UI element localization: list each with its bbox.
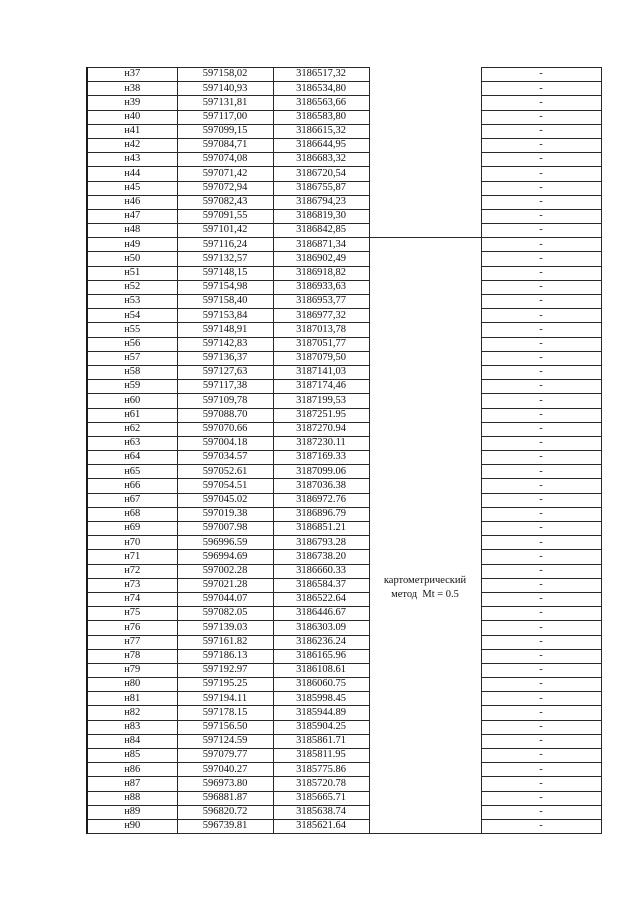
- note-cell: -: [481, 607, 601, 621]
- x-coordinate-cell: 597117,38: [177, 380, 273, 394]
- x-coordinate-cell: 596996.59: [177, 536, 273, 550]
- note-cell: -: [481, 380, 601, 394]
- note-cell: -: [481, 68, 601, 82]
- x-coordinate-cell: 597091,55: [177, 209, 273, 223]
- y-coordinate-cell: 3185998.45: [273, 692, 369, 706]
- note-cell: -: [481, 181, 601, 195]
- y-coordinate-cell: 3186660.33: [273, 564, 369, 578]
- point-number-cell: н67: [87, 493, 177, 507]
- note-cell: -: [481, 621, 601, 635]
- table-row: [87, 209, 601, 223]
- table-row: [87, 678, 601, 692]
- x-coordinate-cell: 597154,98: [177, 280, 273, 294]
- note-cell: -: [481, 749, 601, 763]
- y-coordinate-cell: 3186583,80: [273, 110, 369, 124]
- table-row: [87, 493, 601, 507]
- x-coordinate-cell: 596994.69: [177, 550, 273, 564]
- y-coordinate-cell: 3186644,95: [273, 138, 369, 152]
- note-cell: -: [481, 507, 601, 521]
- point-number-cell: н77: [87, 635, 177, 649]
- point-number-cell: н59: [87, 380, 177, 394]
- y-coordinate-cell: 3186683,32: [273, 153, 369, 167]
- note-cell: -: [481, 635, 601, 649]
- point-number-cell: н79: [87, 663, 177, 677]
- point-number-cell: н68: [87, 507, 177, 521]
- table-row: [87, 507, 601, 521]
- point-number-cell: н73: [87, 578, 177, 592]
- note-cell: -: [481, 266, 601, 280]
- note-cell: -: [481, 720, 601, 734]
- table-row: [87, 550, 601, 564]
- note-cell: -: [481, 805, 601, 819]
- point-number-cell: н83: [87, 720, 177, 734]
- point-number-cell: н47: [87, 209, 177, 223]
- y-coordinate-cell: 3186896.79: [273, 507, 369, 521]
- x-coordinate-cell: 597158,40: [177, 295, 273, 309]
- y-coordinate-cell: 3185621.64: [273, 819, 369, 833]
- note-cell: -: [481, 323, 601, 337]
- point-number-cell: н74: [87, 592, 177, 606]
- y-coordinate-cell: 3186902,49: [273, 252, 369, 266]
- y-coordinate-cell: 3186584.37: [273, 578, 369, 592]
- point-number-cell: н71: [87, 550, 177, 564]
- x-coordinate-cell: 597194.11: [177, 692, 273, 706]
- y-coordinate-cell: 3186972.76: [273, 493, 369, 507]
- y-coordinate-cell: 3186446.67: [273, 607, 369, 621]
- table-row: [87, 607, 601, 621]
- y-coordinate-cell: 3186871,34: [273, 238, 369, 252]
- x-coordinate-cell: 596881.87: [177, 791, 273, 805]
- table-row: [87, 224, 601, 238]
- table-row: [87, 621, 601, 635]
- note-cell: -: [481, 592, 601, 606]
- table-row: [87, 167, 601, 181]
- y-coordinate-cell: 3186851.21: [273, 522, 369, 536]
- point-number-cell: н61: [87, 408, 177, 422]
- table-row: [87, 280, 601, 294]
- x-coordinate-cell: 597040.27: [177, 763, 273, 777]
- note-cell: -: [481, 351, 601, 365]
- table-row: [87, 422, 601, 436]
- point-number-cell: н75: [87, 607, 177, 621]
- y-coordinate-cell: 3186236.24: [273, 635, 369, 649]
- x-coordinate-cell: 597070.66: [177, 422, 273, 436]
- table-row: [87, 124, 601, 138]
- note-cell: -: [481, 394, 601, 408]
- y-coordinate-cell: 3185775.86: [273, 763, 369, 777]
- point-number-cell: н89: [87, 805, 177, 819]
- x-coordinate-cell: 597153,84: [177, 309, 273, 323]
- x-coordinate-cell: 597195.25: [177, 678, 273, 692]
- x-coordinate-cell: 597117,00: [177, 110, 273, 124]
- note-cell: -: [481, 550, 601, 564]
- y-coordinate-cell: 3187079,50: [273, 351, 369, 365]
- x-coordinate-cell: 596739.81: [177, 819, 273, 833]
- table-row: [87, 791, 601, 805]
- point-number-cell: н70: [87, 536, 177, 550]
- y-coordinate-cell: 3187051,77: [273, 337, 369, 351]
- point-number-cell: н41: [87, 124, 177, 138]
- x-coordinate-cell: 596820.72: [177, 805, 273, 819]
- note-cell: -: [481, 195, 601, 209]
- note-cell: -: [481, 82, 601, 96]
- table-row: [87, 153, 601, 167]
- x-coordinate-cell: 597019.38: [177, 507, 273, 521]
- x-coordinate-cell: 597082,43: [177, 195, 273, 209]
- y-coordinate-cell: 3187174,46: [273, 380, 369, 394]
- note-cell: -: [481, 295, 601, 309]
- note-cell: -: [481, 153, 601, 167]
- note-cell: -: [481, 167, 601, 181]
- x-coordinate-cell: 597131,81: [177, 96, 273, 110]
- x-coordinate-cell: 597132,57: [177, 252, 273, 266]
- y-coordinate-cell: 3186534,80: [273, 82, 369, 96]
- point-number-cell: н48: [87, 224, 177, 238]
- note-cell: -: [481, 408, 601, 422]
- point-number-cell: н45: [87, 181, 177, 195]
- note-cell: -: [481, 138, 601, 152]
- point-number-cell: н82: [87, 706, 177, 720]
- y-coordinate-cell: 3186738.20: [273, 550, 369, 564]
- point-number-cell: н46: [87, 195, 177, 209]
- y-coordinate-cell: 3186933,63: [273, 280, 369, 294]
- point-number-cell: н84: [87, 734, 177, 748]
- point-number-cell: н65: [87, 465, 177, 479]
- table-row: [87, 777, 601, 791]
- table-row: [87, 408, 601, 422]
- note-cell: -: [481, 124, 601, 138]
- note-cell: -: [481, 678, 601, 692]
- note-cell: -: [481, 309, 601, 323]
- table-row: [87, 436, 601, 450]
- y-coordinate-cell: 3187036.38: [273, 479, 369, 493]
- point-number-cell: н87: [87, 777, 177, 791]
- y-coordinate-cell: 3187251.95: [273, 408, 369, 422]
- x-coordinate-cell: 597192.97: [177, 663, 273, 677]
- x-coordinate-cell: 597136,37: [177, 351, 273, 365]
- method-line-1: картометрический: [383, 574, 467, 586]
- y-coordinate-cell: 3186303.09: [273, 621, 369, 635]
- point-number-cell: н49: [87, 238, 177, 252]
- table-row: [87, 110, 601, 124]
- table-row: [87, 692, 601, 706]
- table-row: [87, 522, 601, 536]
- y-coordinate-cell: 3185811.95: [273, 749, 369, 763]
- note-cell: -: [481, 493, 601, 507]
- note-cell: -: [481, 536, 601, 550]
- table-row: [87, 380, 601, 394]
- table-row: [87, 295, 601, 309]
- table-row: [87, 394, 601, 408]
- point-number-cell: н81: [87, 692, 177, 706]
- table-row: [87, 706, 601, 720]
- x-coordinate-cell: 597052.61: [177, 465, 273, 479]
- y-coordinate-cell: 3185638.74: [273, 805, 369, 819]
- table-row: [87, 195, 601, 209]
- point-number-cell: н37: [87, 68, 177, 82]
- x-coordinate-cell: 597002.28: [177, 564, 273, 578]
- x-coordinate-cell: 597004.18: [177, 436, 273, 450]
- y-coordinate-cell: 3186563,66: [273, 96, 369, 110]
- table-row: [87, 819, 601, 833]
- table-row: [87, 337, 601, 351]
- note-cell: -: [481, 465, 601, 479]
- note-cell: -: [481, 110, 601, 124]
- x-coordinate-cell: 597074,08: [177, 153, 273, 167]
- point-number-cell: н52: [87, 280, 177, 294]
- note-cell: -: [481, 564, 601, 578]
- y-coordinate-cell: 3187230.11: [273, 436, 369, 450]
- note-cell: -: [481, 819, 601, 833]
- point-number-cell: н60: [87, 394, 177, 408]
- point-number-cell: н38: [87, 82, 177, 96]
- point-number-cell: н64: [87, 451, 177, 465]
- x-coordinate-cell: 597021.28: [177, 578, 273, 592]
- note-cell: -: [481, 224, 601, 238]
- y-coordinate-cell: 3186977,32: [273, 309, 369, 323]
- x-coordinate-cell: 597140,93: [177, 82, 273, 96]
- x-coordinate-cell: 597045.02: [177, 493, 273, 507]
- x-coordinate-cell: 596973.80: [177, 777, 273, 791]
- method-line-2: метод Mt = 0.5: [391, 588, 459, 600]
- note-cell: -: [481, 479, 601, 493]
- table-row: [87, 805, 601, 819]
- y-coordinate-cell: 3186517,32: [273, 68, 369, 82]
- table-row: [87, 763, 601, 777]
- x-coordinate-cell: 597158,02: [177, 68, 273, 82]
- x-coordinate-cell: 597082.05: [177, 607, 273, 621]
- x-coordinate-cell: 597142,83: [177, 337, 273, 351]
- y-coordinate-cell: 3186060.75: [273, 678, 369, 692]
- x-coordinate-cell: 597124.59: [177, 734, 273, 748]
- note-cell: -: [481, 522, 601, 536]
- point-number-cell: н50: [87, 252, 177, 266]
- y-coordinate-cell: 3186720,54: [273, 167, 369, 181]
- point-number-cell: н63: [87, 436, 177, 450]
- table-row: [87, 252, 601, 266]
- y-coordinate-cell: 3186522.64: [273, 592, 369, 606]
- x-coordinate-cell: 597072,94: [177, 181, 273, 195]
- point-number-cell: н62: [87, 422, 177, 436]
- point-number-cell: н76: [87, 621, 177, 635]
- note-cell: -: [481, 365, 601, 379]
- point-number-cell: н55: [87, 323, 177, 337]
- table-row: [87, 451, 601, 465]
- point-number-cell: н40: [87, 110, 177, 124]
- y-coordinate-cell: 3186842,85: [273, 224, 369, 238]
- table-row: [87, 592, 601, 606]
- table-row: [87, 479, 601, 493]
- table-row: [87, 734, 601, 748]
- y-coordinate-cell: 3186953,77: [273, 295, 369, 309]
- point-number-cell: н56: [87, 337, 177, 351]
- method-cell-blank: [369, 68, 481, 238]
- table-row: [87, 138, 601, 152]
- method-cell: [369, 238, 481, 834]
- x-coordinate-cell: 597109,78: [177, 394, 273, 408]
- table-row: [87, 82, 601, 96]
- point-number-cell: н44: [87, 167, 177, 181]
- y-coordinate-cell: 3186108.61: [273, 663, 369, 677]
- table-row: [87, 309, 601, 323]
- note-cell: -: [481, 209, 601, 223]
- x-coordinate-cell: 597148,15: [177, 266, 273, 280]
- y-coordinate-cell: 3187013,78: [273, 323, 369, 337]
- x-coordinate-cell: 597161.82: [177, 635, 273, 649]
- note-cell: -: [481, 763, 601, 777]
- table-row: [87, 323, 601, 337]
- table-row: [87, 181, 601, 195]
- x-coordinate-cell: 597088.70: [177, 408, 273, 422]
- y-coordinate-cell: 3185720.78: [273, 777, 369, 791]
- y-coordinate-cell: 3187141,03: [273, 365, 369, 379]
- coordinates-table-body: [87, 68, 601, 834]
- note-cell: -: [481, 422, 601, 436]
- x-coordinate-cell: 597071,42: [177, 167, 273, 181]
- table-row: [87, 96, 601, 110]
- table-row: [87, 578, 601, 592]
- x-coordinate-cell: 597034.57: [177, 451, 273, 465]
- x-coordinate-cell: 597044.07: [177, 592, 273, 606]
- table-row: [87, 351, 601, 365]
- y-coordinate-cell: 3186755,87: [273, 181, 369, 195]
- point-number-cell: н39: [87, 96, 177, 110]
- note-cell: -: [481, 692, 601, 706]
- table-row: [87, 266, 601, 280]
- table-row: [87, 238, 601, 252]
- y-coordinate-cell: 3186165.96: [273, 649, 369, 663]
- note-cell: -: [481, 96, 601, 110]
- y-coordinate-cell: 3185944.89: [273, 706, 369, 720]
- y-coordinate-cell: 3185861.71: [273, 734, 369, 748]
- point-number-cell: н43: [87, 153, 177, 167]
- y-coordinate-cell: 3187099.06: [273, 465, 369, 479]
- table-row: [87, 720, 601, 734]
- point-number-cell: н72: [87, 564, 177, 578]
- point-number-cell: н85: [87, 749, 177, 763]
- y-coordinate-cell: 3186615,32: [273, 124, 369, 138]
- point-number-cell: н42: [87, 138, 177, 152]
- table-row: [87, 68, 601, 82]
- note-cell: -: [481, 663, 601, 677]
- x-coordinate-cell: 597099,15: [177, 124, 273, 138]
- note-cell: -: [481, 238, 601, 252]
- coordinates-table: [86, 67, 602, 834]
- point-number-cell: н90: [87, 819, 177, 833]
- note-cell: -: [481, 578, 601, 592]
- table-row: [87, 663, 601, 677]
- table-row: [87, 536, 601, 550]
- x-coordinate-cell: 597156.50: [177, 720, 273, 734]
- y-coordinate-cell: 3187199,53: [273, 394, 369, 408]
- table-row: [87, 749, 601, 763]
- point-number-cell: н54: [87, 309, 177, 323]
- table-row: [87, 649, 601, 663]
- point-number-cell: н51: [87, 266, 177, 280]
- x-coordinate-cell: 597084,71: [177, 138, 273, 152]
- y-coordinate-cell: 3186819,30: [273, 209, 369, 223]
- x-coordinate-cell: 597007.98: [177, 522, 273, 536]
- point-number-cell: н80: [87, 678, 177, 692]
- point-number-cell: н69: [87, 522, 177, 536]
- y-coordinate-cell: 3186793.28: [273, 536, 369, 550]
- x-coordinate-cell: 597178.15: [177, 706, 273, 720]
- y-coordinate-cell: 3187270.94: [273, 422, 369, 436]
- y-coordinate-cell: 3186918,82: [273, 266, 369, 280]
- table-row: [87, 564, 601, 578]
- note-cell: -: [481, 337, 601, 351]
- point-number-cell: н53: [87, 295, 177, 309]
- x-coordinate-cell: 597127,63: [177, 365, 273, 379]
- note-cell: -: [481, 252, 601, 266]
- note-cell: -: [481, 791, 601, 805]
- note-cell: -: [481, 706, 601, 720]
- note-cell: -: [481, 436, 601, 450]
- x-coordinate-cell: 597186.13: [177, 649, 273, 663]
- table-row: [87, 365, 601, 379]
- method-text: [370, 574, 481, 602]
- y-coordinate-cell: 3186794,23: [273, 195, 369, 209]
- x-coordinate-cell: 597139.03: [177, 621, 273, 635]
- x-coordinate-cell: 597116,24: [177, 238, 273, 252]
- note-cell: -: [481, 734, 601, 748]
- x-coordinate-cell: 597054.51: [177, 479, 273, 493]
- table-row: [87, 465, 601, 479]
- point-number-cell: н88: [87, 791, 177, 805]
- x-coordinate-cell: 597079.77: [177, 749, 273, 763]
- table-row: [87, 635, 601, 649]
- point-number-cell: н86: [87, 763, 177, 777]
- x-coordinate-cell: 597101,42: [177, 224, 273, 238]
- note-cell: -: [481, 451, 601, 465]
- y-coordinate-cell: 3187169.33: [273, 451, 369, 465]
- note-cell: -: [481, 280, 601, 294]
- point-number-cell: н57: [87, 351, 177, 365]
- point-number-cell: н78: [87, 649, 177, 663]
- note-cell: -: [481, 777, 601, 791]
- x-coordinate-cell: 597148,91: [177, 323, 273, 337]
- y-coordinate-cell: 3185904.25: [273, 720, 369, 734]
- point-number-cell: н66: [87, 479, 177, 493]
- point-number-cell: н58: [87, 365, 177, 379]
- y-coordinate-cell: 3185665.71: [273, 791, 369, 805]
- note-cell: -: [481, 649, 601, 663]
